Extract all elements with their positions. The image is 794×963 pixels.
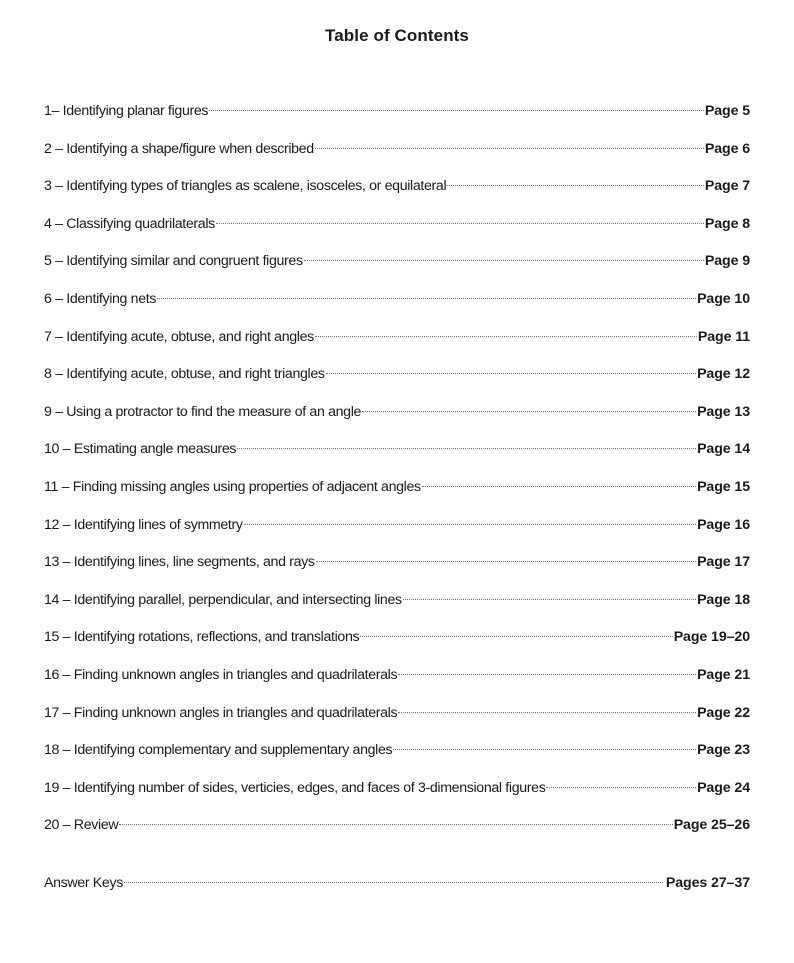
toc-entry-label: 8 – Identifying acute, obtuse, and right triangles [44,366,325,383]
toc-entry-label: 1– Identifying planar figures [44,103,209,119]
toc-entry-page: Page 9 [704,253,750,270]
toc-entry [44,289,750,327]
toc-entry-page: Page 6 [704,140,750,157]
dot-leader [315,148,704,149]
toc-entry-answer-keys [44,873,750,893]
toc-entry-label: 11 – Finding missing angles using properties of adjacent angles [44,478,421,495]
toc-entry-page: Page 14 [697,441,750,458]
toc-entry-page: Page 18 [697,591,750,608]
dot-leader [209,110,704,111]
dot-leader [157,298,696,299]
toc-entry-label: 13 – Identifying lines, line segments, and rays [44,554,315,571]
toc-entry [44,815,750,853]
toc-entry-label: 10 – Estimating angle measures [44,441,237,458]
toc-entry-label: 17 – Finding unknown angles in triangles and quadrilaterals [44,704,398,721]
toc-entry [44,402,750,440]
toc-entry [44,364,750,402]
toc-entry [44,665,750,703]
toc-list [44,101,750,853]
toc-entry-page: Page 7 [704,178,750,195]
toc-entry-label: 3 – Identifying types of triangles as scalene, isosceles, or equilateral [44,178,447,195]
dot-leader [403,599,696,600]
toc-entry [44,552,750,590]
toc-entry-label: 16 – Finding unknown angles in triangles and quadrilaterals [44,666,398,683]
toc-entry-page: Page 10 [697,290,750,307]
toc-entry-label: 6 – Identifying nets [44,290,157,307]
toc-entry-label: 20 – Review [44,817,119,834]
toc-entry-label: 9 – Using a protractor to find the measure of an angle [44,403,362,420]
dot-leader [447,185,704,186]
dot-leader [360,636,672,637]
toc-entry-label: 12 – Identifying lines of symmetry [44,516,243,533]
toc-entry-page: Page 21 [697,666,750,683]
toc-entry [44,214,750,252]
toc-entry-label: 2 – Identifying a shape/figure when described [44,140,314,157]
toc-entry [44,477,750,515]
toc-entry [44,627,750,665]
toc-entry [44,176,750,214]
toc-entry [44,251,750,289]
toc-entry-page: Page 24 [697,779,750,796]
dot-leader [315,336,697,337]
toc-entry [44,703,750,741]
toc-entry-page: Page 23 [697,742,750,759]
toc-entry [44,740,750,778]
toc-entry-page: Page 13 [697,403,750,420]
dot-leader [244,524,696,525]
toc-entry [44,439,750,477]
toc-entry-page: Page 17 [697,554,750,571]
toc-entry-page: Page 19–20 [673,629,750,646]
dot-leader [398,674,696,675]
page-title: Table of Contents [325,26,469,45]
dot-leader [422,486,696,487]
toc-entry-page: Page 11 [697,328,750,345]
toc-entry-page: Page 5 [704,103,750,119]
dot-leader [362,411,696,412]
toc-entry-label: 5 – Identifying similar and congruent figures [44,253,303,270]
toc-entry-label: Answer Keys [44,875,123,891]
dot-leader [304,260,704,261]
toc-entry-label: 19 – Identifying number of sides, verticies, edges, and faces of 3-dimensional figures [44,779,546,796]
toc-entry [44,590,750,628]
toc-entry-page: Page 25–26 [673,817,750,834]
dot-leader [326,373,696,374]
toc-entry-label: 4 – Classifying quadrilaterals [44,215,215,232]
toc-entry-page: Page 22 [697,704,750,721]
toc-entry-page: Page 12 [697,366,750,383]
toc-entry [44,515,750,553]
dot-leader [316,561,696,562]
toc-entry [44,778,750,816]
toc-entry-label: 7 – Identifying acute, obtuse, and right angles [44,328,314,345]
toc-entry [44,327,750,365]
toc-entry-page: Page 16 [697,516,750,533]
toc-entry-page: Page 15 [697,478,750,495]
toc-entry [44,139,750,177]
dot-leader [546,787,696,788]
toc-entry-label: 15 – Identifying rotations, reflections, and translations [44,629,360,646]
toc-entry-page: Pages 27–37 [665,875,750,891]
toc-entry-label: 14 – Identifying parallel, perpendicular, and intersecting lines [44,591,402,608]
dot-leader [237,448,696,449]
dot-leader [398,712,696,713]
toc-entry-label: 18 – Identifying complementary and supplementary angles [44,742,393,759]
toc-entry [44,101,750,139]
dot-leader [393,749,696,750]
dot-leader [216,223,704,224]
dot-leader [124,882,663,883]
toc-entry-page: Page 8 [704,215,750,232]
dot-leader [119,824,672,825]
